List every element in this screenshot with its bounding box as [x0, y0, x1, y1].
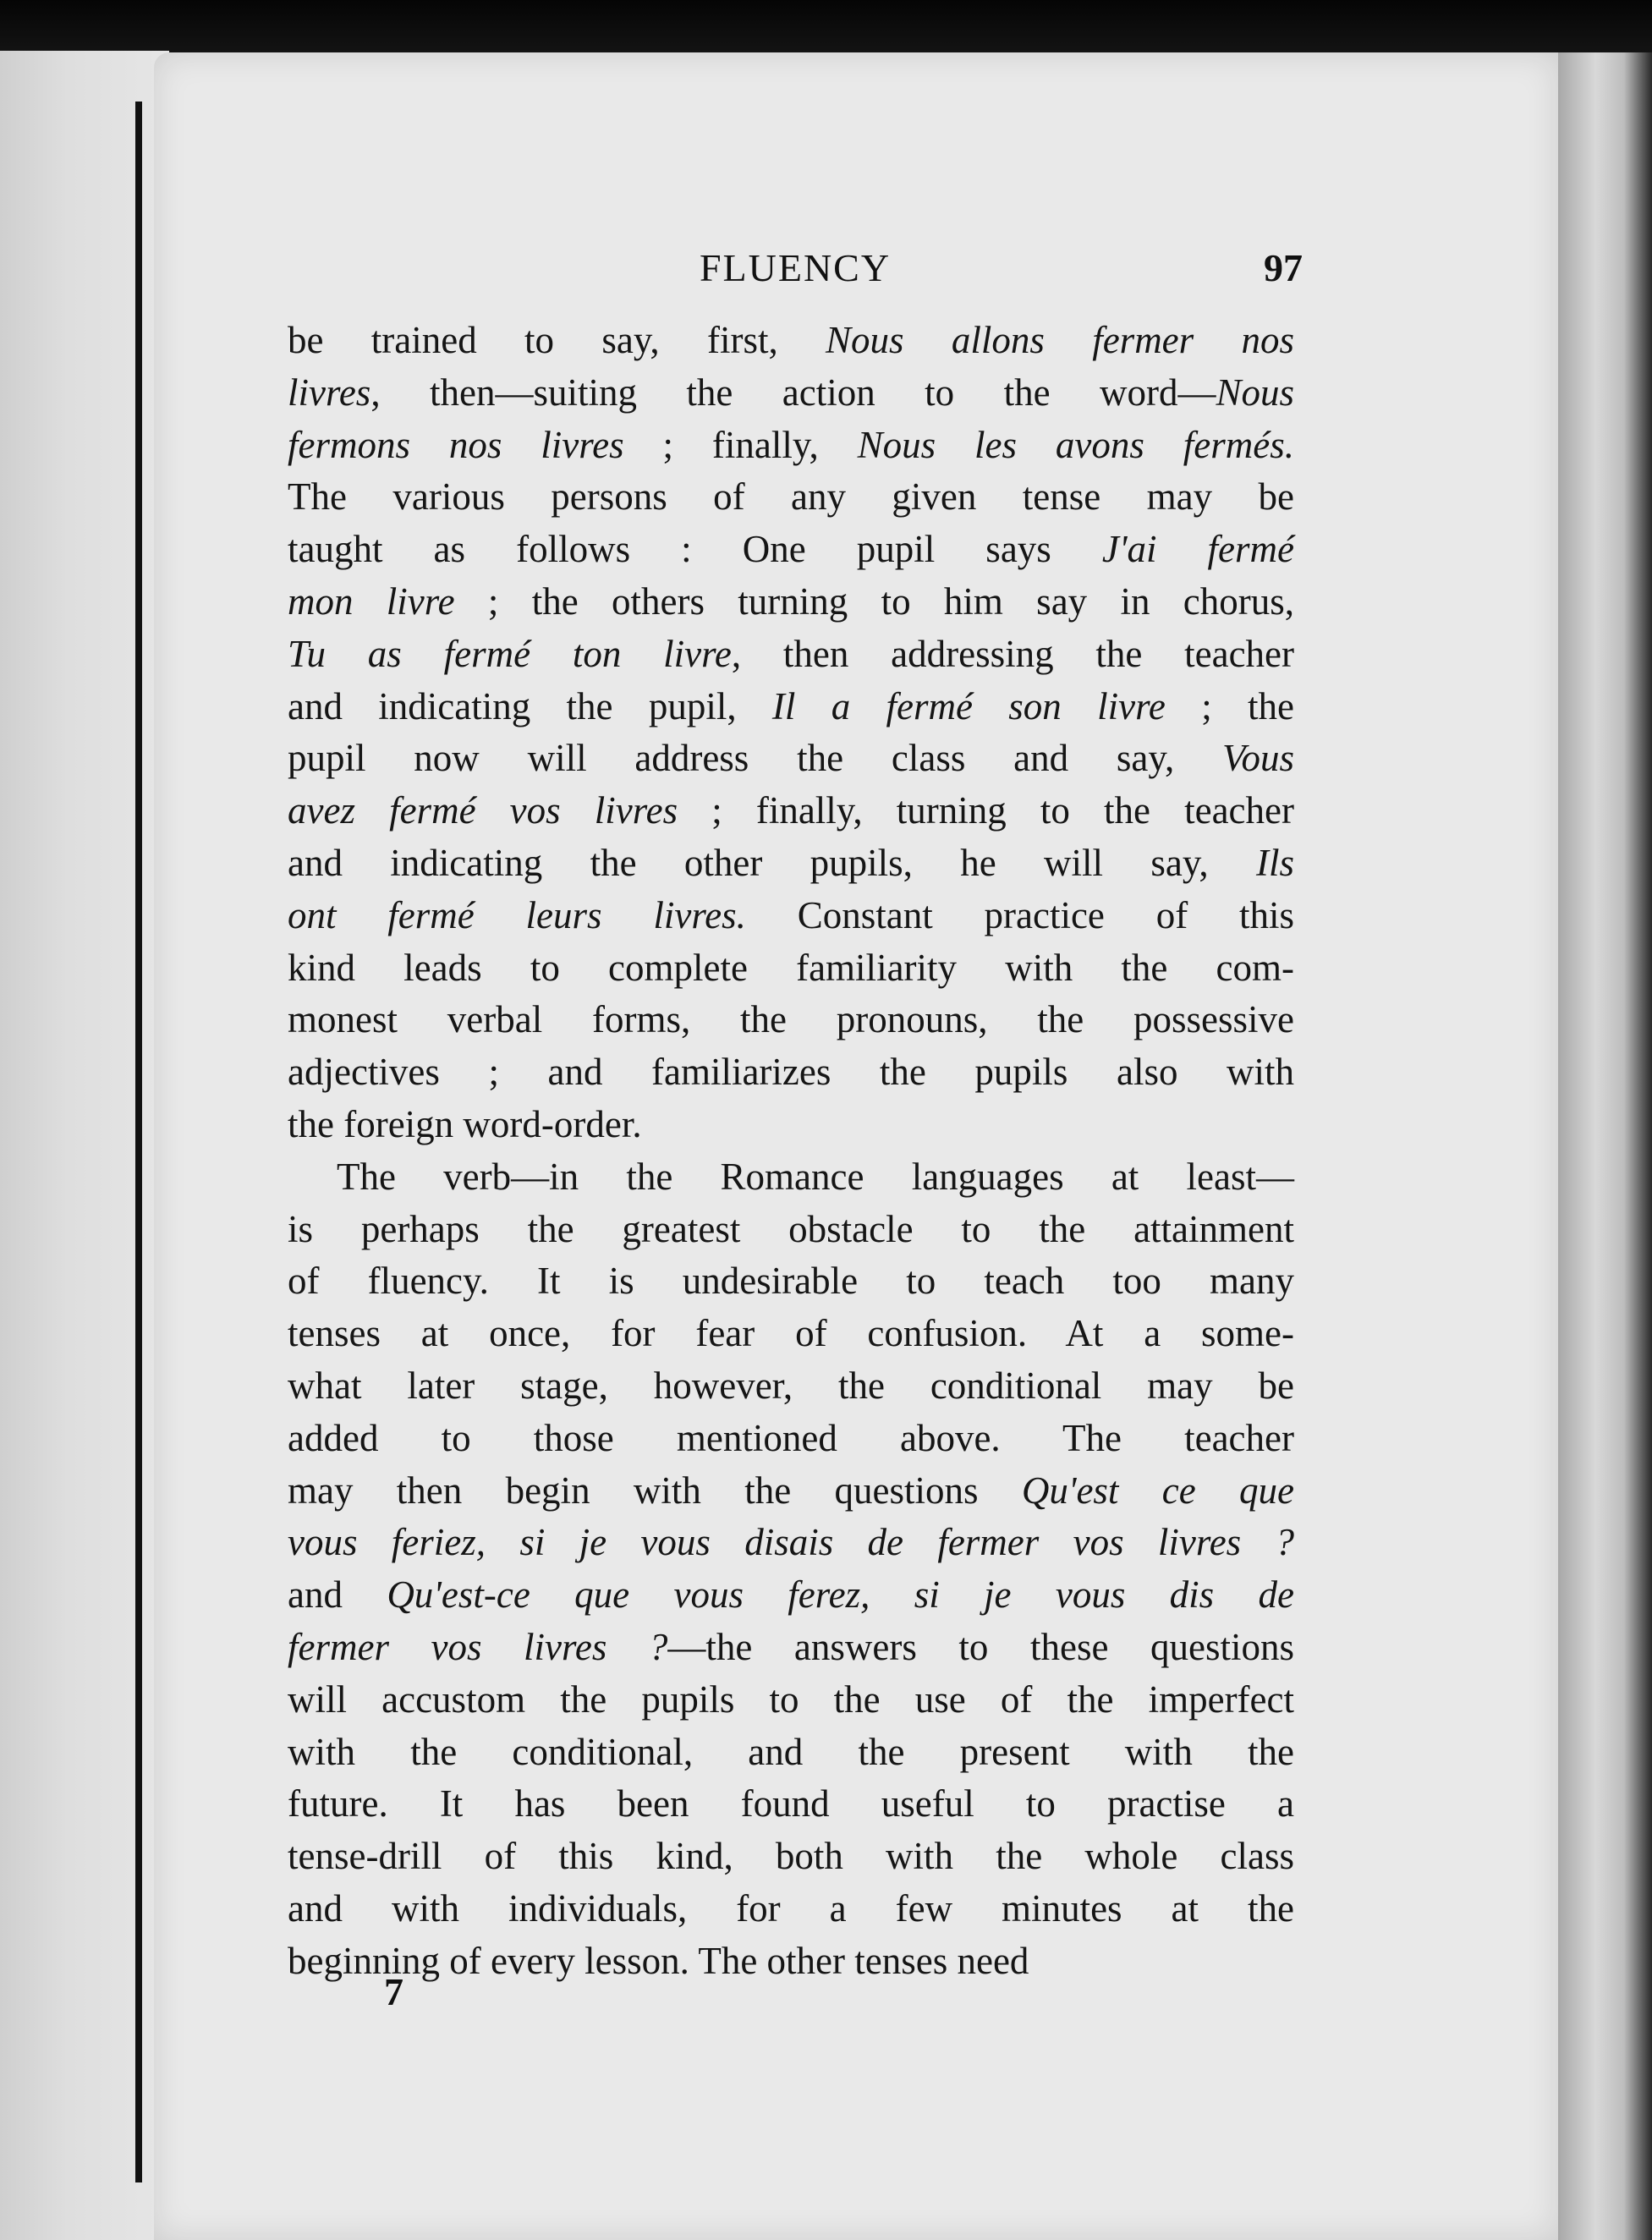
text-run: adjectives ; and familiarizes the pupils also with	[288, 1051, 1294, 1094]
body-text	[288, 315, 1294, 1988]
italic-phrase: Qu'est ce que	[1021, 1469, 1294, 1512]
text-run: Constant practice of this	[745, 893, 1294, 936]
text-run: The verb—in the Romance languages at least—	[337, 1155, 1294, 1198]
text-run: beginning of every lesson. The other tenses need	[288, 1939, 1029, 1982]
italic-phrase: Qu'est-ce que vous ferez, si je vous dis de	[387, 1573, 1294, 1617]
text-line	[288, 1674, 1294, 1727]
text-run: will accustom the pupils to the use of the imperfect	[288, 1677, 1294, 1721]
italic-phrase: Tu as fermé ton livre	[288, 632, 732, 675]
text-line	[288, 890, 1294, 942]
text-run: ; the others turning to him say in chorus,	[454, 579, 1294, 623]
paragraph	[288, 315, 1294, 1151]
running-head	[288, 245, 1303, 305]
text-line	[288, 681, 1294, 733]
text-run: with the conditional, and the present with the	[288, 1730, 1294, 1773]
text-run: kind leads to complete familiarity with the com-	[288, 946, 1294, 989]
text-run: and with individuals, for a few minutes at the	[288, 1886, 1294, 1930]
text-line	[288, 1046, 1294, 1099]
text-line	[288, 1622, 1294, 1674]
text-run: , then addressing the teacher	[731, 632, 1295, 675]
right-page-edge	[1558, 52, 1652, 2240]
text-run: , then—suiting the action to the word—	[370, 371, 1216, 414]
page-number: 97	[1264, 246, 1303, 289]
text-line	[288, 785, 1294, 837]
text-line	[288, 1883, 1294, 1935]
text-line	[288, 1151, 1294, 1204]
italic-phrase: mon livre	[288, 579, 455, 623]
text-line	[288, 576, 1294, 629]
text-run: and indicating the other pupils, he will say,	[288, 841, 1256, 884]
text-run: of fluency. It is undesirable to teach too many	[288, 1260, 1294, 1303]
italic-phrase: Ils	[1256, 841, 1294, 884]
text-line	[288, 1413, 1294, 1465]
text-run: future. It has been found useful to practise a	[288, 1782, 1294, 1825]
text-run: and	[288, 1573, 387, 1617]
text-line	[288, 1099, 1294, 1151]
italic-phrase: Vous	[1221, 737, 1294, 780]
italic-phrase: Nous allons fermer nos	[826, 319, 1294, 361]
text-line	[288, 1360, 1294, 1413]
text-run: tenses at once, for fear of confusion. At a some-	[288, 1312, 1294, 1355]
text-line	[288, 420, 1294, 472]
text-run: taught as follows : One pupil says	[288, 528, 1102, 571]
paragraph	[288, 1151, 1294, 1988]
signature-mark: 7	[384, 1970, 403, 2013]
text-run: is perhaps the greatest obstacle to the attainment	[288, 1207, 1294, 1250]
text-run: be trained to say, first,	[288, 319, 826, 361]
binding-shadow	[135, 102, 142, 2182]
text-run: what later stage, however, the conditional may be	[288, 1364, 1294, 1407]
text-run: the foreign word-order.	[288, 1102, 642, 1145]
text-line	[288, 994, 1294, 1046]
text-line	[288, 1465, 1294, 1518]
italic-phrase: fermons nos livres	[288, 423, 624, 466]
text-run: ; finally,	[623, 423, 858, 466]
text-run: tense-drill of this kind, both with the whole class	[288, 1835, 1294, 1878]
text-run: monest verbal forms, the pronouns, the possessive	[288, 998, 1294, 1041]
italic-phrase: avez fermé vos livres	[288, 789, 678, 832]
italic-phrase: Nous les avons fermés.	[857, 423, 1294, 466]
italic-phrase: Il a fermé son livre	[771, 684, 1166, 727]
text-line	[288, 471, 1294, 524]
italic-phrase: Nous	[1216, 371, 1294, 414]
text-line	[288, 315, 1294, 367]
text-line	[288, 837, 1294, 890]
text-line	[288, 942, 1294, 995]
text-line	[288, 367, 1294, 420]
text-run: added to those mentioned above. The teacher	[288, 1416, 1294, 1459]
text-line	[288, 733, 1294, 785]
text-line	[288, 524, 1294, 576]
italic-phrase: vous feriez, si je vous disais de fermer vos livres ?	[288, 1521, 1294, 1564]
text-run: The various persons of any given tense may be	[288, 475, 1294, 519]
italic-phrase: ont fermé leurs livres.	[288, 893, 746, 936]
text-line	[288, 1308, 1294, 1360]
text-run: ; finally, turning to the teacher	[678, 789, 1294, 832]
italic-phrase: fermer vos livres ?	[288, 1625, 668, 1668]
italic-phrase: livres	[288, 371, 371, 414]
text-line	[288, 1935, 1294, 1988]
text-line	[288, 1569, 1294, 1622]
text-run: —the answers to these questions	[667, 1625, 1294, 1668]
text-run: pupil now will address the class and say,	[288, 737, 1222, 780]
text-line	[288, 1778, 1294, 1831]
text-run: ; the	[1165, 684, 1294, 727]
text-line	[288, 1255, 1294, 1308]
italic-phrase: J'ai fermé	[1101, 528, 1294, 571]
text-line	[288, 1727, 1294, 1779]
text-line	[288, 1204, 1294, 1256]
text-line	[288, 1831, 1294, 1883]
text-line	[288, 629, 1294, 681]
text-line	[288, 1517, 1294, 1569]
scan-background	[0, 0, 1652, 59]
left-page-edge	[0, 51, 169, 2240]
text-run: may then begin with the questions	[288, 1469, 1022, 1512]
running-title: FLUENCY	[699, 246, 892, 289]
text-run: and indicating the pupil,	[288, 684, 772, 727]
